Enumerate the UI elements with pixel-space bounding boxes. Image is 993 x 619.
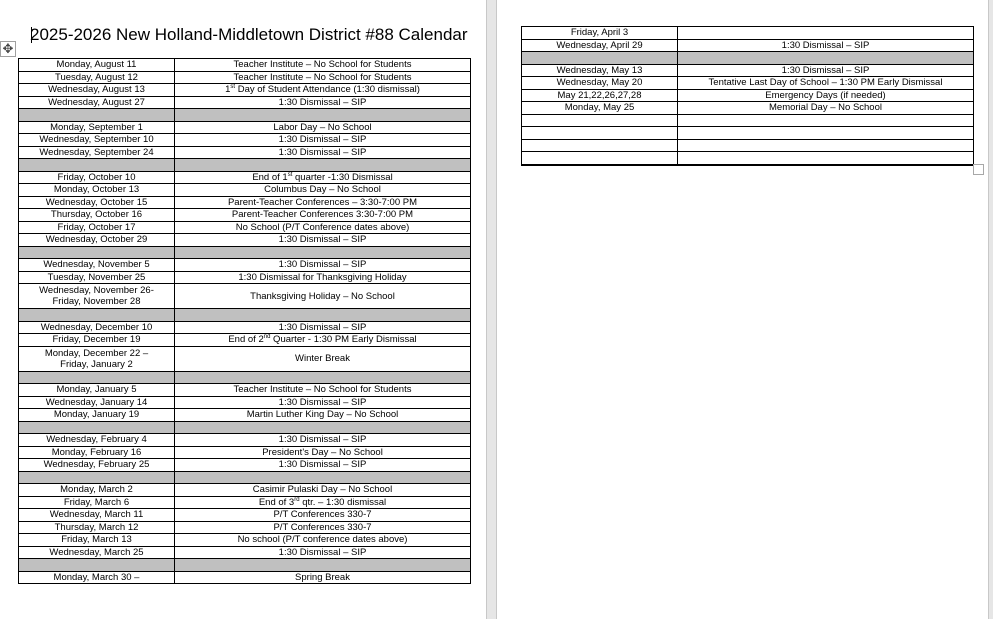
date-cell[interactable]: Friday, April 3 bbox=[522, 27, 678, 40]
date-cell[interactable] bbox=[522, 114, 678, 127]
date-cell[interactable]: Wednesday, August 27 bbox=[19, 96, 175, 109]
calendar-row bbox=[19, 334, 471, 347]
separator-cell[interactable] bbox=[19, 246, 175, 259]
separator-cell[interactable] bbox=[19, 309, 175, 322]
date-cell[interactable]: Thursday, October 16 bbox=[19, 209, 175, 222]
calendar-row bbox=[19, 396, 471, 409]
event-cell[interactable]: Memorial Day – No School bbox=[678, 102, 974, 115]
page-gutter bbox=[486, 0, 497, 619]
month-separator-row bbox=[522, 52, 974, 65]
date-line-1: Wednesday, November 26- bbox=[39, 285, 154, 296]
month-separator-row bbox=[19, 371, 471, 384]
event-cell[interactable]: 1:30 Dismissal – SIP bbox=[175, 134, 471, 147]
calendar-row bbox=[19, 321, 471, 334]
event-cell[interactable]: Spring Break bbox=[175, 571, 471, 584]
calendar-row bbox=[522, 27, 974, 40]
event-cell[interactable] bbox=[678, 127, 974, 140]
calendar-row bbox=[19, 459, 471, 472]
month-separator-row bbox=[19, 471, 471, 484]
date-cell[interactable]: Wednesday, November 5 bbox=[19, 259, 175, 272]
calendar-row bbox=[19, 71, 471, 84]
calendar-row bbox=[19, 409, 471, 422]
date-cell[interactable]: Wednesday, January 14 bbox=[19, 396, 175, 409]
date-cell[interactable]: Wednesday, April 29 bbox=[522, 39, 678, 52]
event-cell[interactable]: Casimir Pulaski Day – No School bbox=[175, 484, 471, 497]
event-cell[interactable]: Teacher Institute – No School for Students bbox=[175, 71, 471, 84]
separator-cell[interactable] bbox=[175, 471, 471, 484]
calendar-row bbox=[19, 96, 471, 109]
calendar-row bbox=[19, 571, 471, 584]
date-cell[interactable] bbox=[19, 284, 175, 309]
date-cell[interactable]: Monday, October 13 bbox=[19, 184, 175, 197]
event-cell[interactable]: P/T Conferences 330-7 bbox=[175, 509, 471, 522]
calendar-row bbox=[19, 546, 471, 559]
calendar-row bbox=[19, 84, 471, 97]
event-cell[interactable]: Thanksgiving Holiday – No School bbox=[175, 284, 471, 309]
separator-cell[interactable] bbox=[678, 52, 974, 65]
date-cell[interactable]: Wednesday, December 10 bbox=[19, 321, 175, 334]
event-cell[interactable]: 1:30 Dismissal – SIP bbox=[175, 459, 471, 472]
event-cell[interactable]: 1:30 Dismissal – SIP bbox=[678, 64, 974, 77]
date-cell[interactable] bbox=[522, 127, 678, 140]
date-cell[interactable]: Wednesday, September 24 bbox=[19, 146, 175, 159]
calendar-row bbox=[19, 434, 471, 447]
event-cell[interactable]: 1:30 Dismissal – SIP bbox=[175, 146, 471, 159]
calendar-row bbox=[19, 271, 471, 284]
calendar-row bbox=[19, 234, 471, 247]
separator-cell[interactable] bbox=[19, 421, 175, 434]
date-cell[interactable]: Tuesday, November 25 bbox=[19, 271, 175, 284]
ordinal-suffix: nd bbox=[263, 334, 271, 341]
event-cell[interactable]: 1:30 Dismissal – SIP bbox=[175, 96, 471, 109]
date-line-2: Friday, January 2 bbox=[60, 358, 133, 370]
calendar-row bbox=[522, 89, 974, 102]
event-cell[interactable]: Parent-Teacher Conferences – 3:30-7:00 PM bbox=[175, 196, 471, 209]
date-cell[interactable]: Wednesday, August 13 bbox=[19, 84, 175, 97]
event-cell[interactable]: No School (P/T Conference dates above) bbox=[175, 221, 471, 234]
calendar-row bbox=[19, 221, 471, 234]
event-cell[interactable]: Teacher Institute – No School for Students bbox=[175, 384, 471, 397]
calendar-row bbox=[19, 171, 471, 184]
calendar-row bbox=[19, 259, 471, 272]
date-cell[interactable]: Wednesday, February 4 bbox=[19, 434, 175, 447]
calendar-row bbox=[19, 284, 471, 309]
calendar-row bbox=[522, 39, 974, 52]
event-cell[interactable]: 1:30 Dismissal – SIP bbox=[678, 39, 974, 52]
date-cell[interactable]: Wednesday, September 10 bbox=[19, 134, 175, 147]
event-cell[interactable]: Labor Day – No School bbox=[175, 121, 471, 134]
ordinal-suffix: rd bbox=[294, 496, 300, 503]
separator-cell[interactable] bbox=[19, 109, 175, 122]
event-cell[interactable] bbox=[678, 27, 974, 40]
event-text: Quarter - 1:30 PM Early Dismissal bbox=[270, 334, 417, 346]
date-cell[interactable]: Friday, December 19 bbox=[19, 334, 175, 347]
event-cell[interactable]: 1:30 Dismissal – SIP bbox=[175, 396, 471, 409]
date-cell[interactable]: Wednesday, October 15 bbox=[19, 196, 175, 209]
separator-cell[interactable] bbox=[19, 471, 175, 484]
date-cell[interactable]: Monday, March 2 bbox=[19, 484, 175, 497]
month-separator-row bbox=[19, 559, 471, 572]
date-cell[interactable] bbox=[19, 346, 175, 371]
date-cell[interactable]: Monday, August 11 bbox=[19, 59, 175, 72]
event-text: qtr. – 1:30 dismissal bbox=[299, 496, 387, 508]
calendar-row bbox=[522, 64, 974, 77]
event-cell[interactable] bbox=[678, 139, 974, 152]
calendar-row bbox=[19, 134, 471, 147]
calendar-table-left bbox=[18, 58, 471, 584]
date-cell[interactable]: May 21,22,26,27,28 bbox=[522, 89, 678, 102]
separator-cell[interactable] bbox=[19, 371, 175, 384]
event-text: End of 1 bbox=[252, 171, 288, 183]
calendar-row bbox=[19, 384, 471, 397]
event-cell[interactable]: Columbus Day – No School bbox=[175, 184, 471, 197]
event-text: End of 2 bbox=[228, 334, 264, 346]
separator-cell[interactable] bbox=[522, 52, 678, 65]
calendar-row bbox=[19, 521, 471, 534]
event-cell[interactable] bbox=[175, 171, 471, 184]
event-cell[interactable] bbox=[175, 496, 471, 509]
date-cell[interactable]: Friday, October 10 bbox=[19, 171, 175, 184]
event-cell[interactable]: 1:30 Dismissal – SIP bbox=[175, 259, 471, 272]
calendar-row bbox=[19, 496, 471, 509]
date-cell[interactable]: Wednesday, May 13 bbox=[522, 64, 678, 77]
calendar-row bbox=[19, 509, 471, 522]
event-cell[interactable]: Martin Luther King Day – No School bbox=[175, 409, 471, 422]
event-text: Day of Student Attendance (1:30 dismissal) bbox=[235, 84, 420, 96]
separator-cell[interactable] bbox=[175, 371, 471, 384]
separator-cell[interactable] bbox=[175, 109, 471, 122]
calendar-row bbox=[522, 152, 974, 165]
date-cell[interactable]: Monday, September 1 bbox=[19, 121, 175, 134]
event-cell[interactable]: Winter Break bbox=[175, 346, 471, 371]
date-cell[interactable]: Wednesday, October 29 bbox=[19, 234, 175, 247]
calendar-row bbox=[522, 102, 974, 115]
vertical-scrollbar[interactable] bbox=[988, 0, 993, 619]
date-cell[interactable]: Friday, March 6 bbox=[19, 496, 175, 509]
month-separator-row bbox=[19, 309, 471, 322]
calendar-row bbox=[19, 184, 471, 197]
separator-cell[interactable] bbox=[175, 246, 471, 259]
event-cell[interactable]: 1:30 Dismissal – SIP bbox=[175, 321, 471, 334]
date-cell[interactable]: Wednesday, March 25 bbox=[19, 546, 175, 559]
calendar-row bbox=[19, 446, 471, 459]
date-cell[interactable]: Wednesday, May 20 bbox=[522, 77, 678, 90]
date-cell[interactable] bbox=[522, 139, 678, 152]
date-cell[interactable]: Monday, January 19 bbox=[19, 409, 175, 422]
date-cell[interactable]: Monday, March 30 – bbox=[19, 571, 175, 584]
calendar-row bbox=[522, 77, 974, 90]
event-text: quarter -1:30 Dismissal bbox=[292, 171, 393, 183]
date-cell[interactable]: Monday, January 5 bbox=[19, 384, 175, 397]
calendar-table-right bbox=[521, 26, 974, 166]
event-text: End of 3 bbox=[258, 496, 295, 508]
event-cell[interactable]: Teacher Institute – No School for Students bbox=[175, 59, 471, 72]
calendar-row bbox=[522, 114, 974, 127]
date-cell[interactable]: Friday, March 13 bbox=[19, 534, 175, 547]
calendar-row bbox=[522, 127, 974, 140]
month-separator-row bbox=[19, 246, 471, 259]
event-cell[interactable]: 1:30 Dismissal – SIP bbox=[175, 434, 471, 447]
separator-cell[interactable] bbox=[175, 421, 471, 434]
event-cell[interactable] bbox=[175, 334, 471, 347]
table-resize-handle[interactable] bbox=[973, 164, 984, 175]
event-cell[interactable]: P/T Conferences 330-7 bbox=[175, 521, 471, 534]
separator-cell[interactable] bbox=[175, 159, 471, 172]
date-cell[interactable]: Friday, October 17 bbox=[19, 221, 175, 234]
month-separator-row bbox=[19, 159, 471, 172]
calendar-row bbox=[19, 59, 471, 72]
month-separator-row bbox=[19, 421, 471, 434]
calendar-row bbox=[19, 146, 471, 159]
event-cell[interactable]: Tentative Last Day of School – 1:30 PM Early Dismissal bbox=[678, 77, 974, 90]
event-text: 1 bbox=[225, 84, 231, 96]
date-cell[interactable]: Tuesday, August 12 bbox=[19, 71, 175, 84]
date-cell[interactable] bbox=[522, 152, 678, 165]
date-line-1: Monday, December 22 – bbox=[44, 347, 149, 359]
table-move-handle-icon[interactable]: ✥ bbox=[0, 41, 16, 57]
date-cell[interactable]: Monday, May 25 bbox=[522, 102, 678, 115]
event-cell[interactable]: No school (P/T conference dates above) bbox=[175, 534, 471, 547]
date-cell[interactable]: Thursday, March 12 bbox=[19, 521, 175, 534]
date-line-2: Friday, November 28 bbox=[52, 296, 141, 307]
ordinal-suffix: st bbox=[287, 171, 293, 178]
event-cell[interactable] bbox=[175, 84, 471, 97]
separator-cell[interactable] bbox=[175, 309, 471, 322]
event-cell[interactable] bbox=[678, 152, 974, 165]
event-cell[interactable] bbox=[678, 114, 974, 127]
event-cell[interactable]: President's Day – No School bbox=[175, 446, 471, 459]
calendar-row bbox=[19, 484, 471, 497]
event-cell[interactable]: 1:30 Dismissal – SIP bbox=[175, 546, 471, 559]
event-cell[interactable]: 1:30 Dismissal – SIP bbox=[175, 234, 471, 247]
date-cell[interactable]: Monday, February 16 bbox=[19, 446, 175, 459]
month-separator-row bbox=[19, 109, 471, 122]
ordinal-suffix: st bbox=[230, 84, 236, 91]
document-title[interactable]: 2025-2026 New Holland-Middletown District #88 Calendar bbox=[30, 25, 468, 44]
calendar-row bbox=[19, 121, 471, 134]
calendar-row bbox=[522, 139, 974, 152]
event-cell[interactable]: Parent-Teacher Conferences 3:30-7:00 PM bbox=[175, 209, 471, 222]
date-cell[interactable]: Wednesday, March 11 bbox=[19, 509, 175, 522]
calendar-row bbox=[19, 196, 471, 209]
calendar-row bbox=[19, 346, 471, 371]
separator-cell[interactable] bbox=[19, 559, 175, 572]
event-cell[interactable]: 1:30 Dismissal for Thanksgiving Holiday bbox=[175, 271, 471, 284]
date-cell[interactable]: Wednesday, February 25 bbox=[19, 459, 175, 472]
calendar-row bbox=[19, 534, 471, 547]
separator-cell[interactable] bbox=[19, 159, 175, 172]
separator-cell[interactable] bbox=[175, 559, 471, 572]
event-cell[interactable]: Emergency Days (if needed) bbox=[678, 89, 974, 102]
calendar-row bbox=[19, 209, 471, 222]
page-left bbox=[0, 0, 486, 619]
